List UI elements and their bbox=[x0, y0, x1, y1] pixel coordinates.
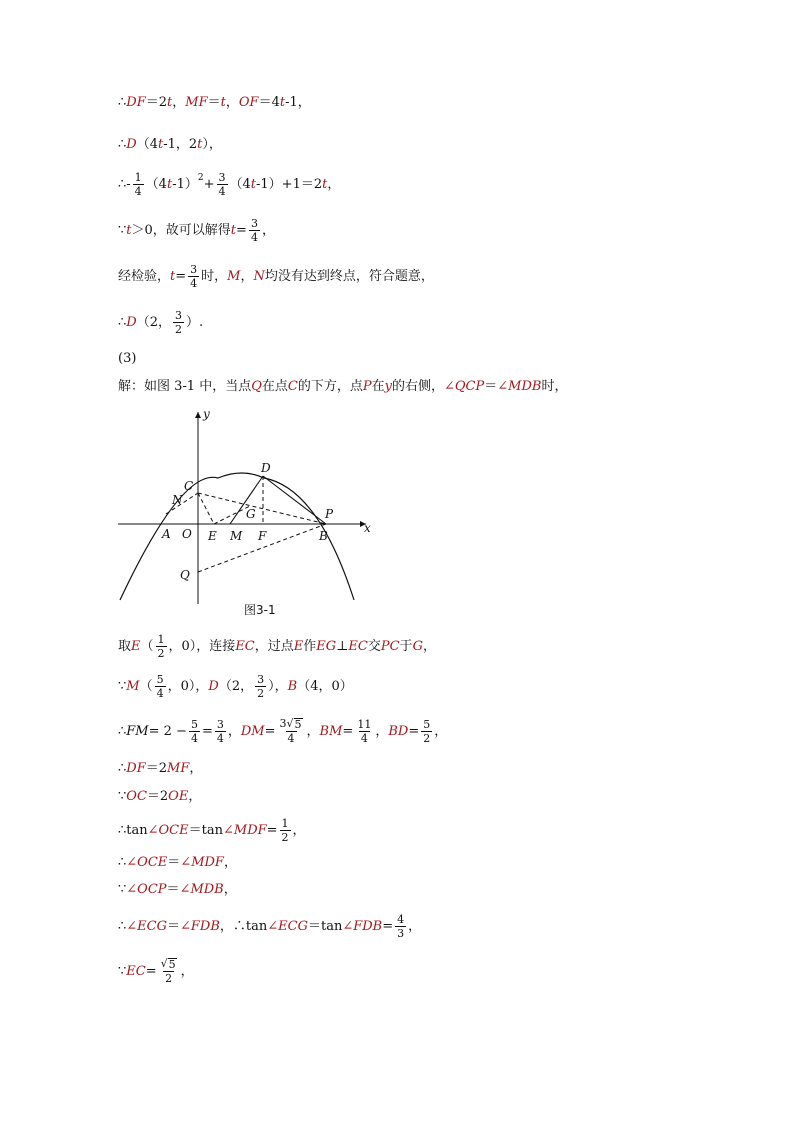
step-line-9: 取 E （ $\frac{1}{2}$ ，0），连接 EC ，过点 E 作 EG ⊥ EC 交 PC 于 G ， bbox=[118, 633, 436, 660]
figure-3-1 bbox=[118, 408, 378, 618]
label-N: N bbox=[172, 493, 183, 507]
label-A: A bbox=[162, 527, 171, 541]
step-line-16: ∵ ∠OCP ＝ ∠MDB ， bbox=[118, 882, 237, 897]
step-line-5: 经检验， t = $\frac{3}{4}$ 时， M ， N 均没有达到终点，符合题意， bbox=[118, 263, 434, 290]
step-line-15: ∴ ∠OCE ＝ ∠MDF ， bbox=[118, 855, 237, 870]
step-line-12: ∴ DF ＝2 MF ， bbox=[118, 761, 203, 776]
label-F: F bbox=[258, 529, 267, 543]
step-line-3: ∴- $\frac{1}{4}$ （4 t -1） 2 + $\frac{3}{4}$ （4 t -1）+1＝2 t ， bbox=[118, 171, 341, 198]
step-line-10: ∵ M （ $\frac{5}{4}$ ，0）， D （2， $\frac{3}{2}$ ）， B （4，0） bbox=[118, 673, 353, 700]
part-label: (3) bbox=[118, 351, 137, 366]
step-line-18: ∵ EC = √ 5 2 ， bbox=[118, 957, 194, 985]
label-Q: Q bbox=[180, 568, 190, 582]
label-P: P bbox=[325, 507, 334, 521]
label-D: D bbox=[261, 461, 271, 475]
label-B: B bbox=[319, 529, 328, 543]
step-line-6: ∴ D （2， $\frac{3}{2}$ ）. bbox=[118, 309, 204, 336]
step-line-11: ∴ FM = 2 − $\frac{5}{4}$ = $\frac{3}{4}$ ， DM = 3√ 5 4 ， BM = $\frac{11}{4}$ ， BD = $\frac{5}{2}$ ， bbox=[118, 717, 448, 745]
label-O: O bbox=[182, 527, 192, 541]
step-line-14: ∴tan ∠OCE ＝tan ∠MDF = $\frac{1}{2}$ ， bbox=[118, 817, 306, 844]
step-line-13: ∵ OC ＝2 OE ， bbox=[118, 789, 202, 804]
label-C: C bbox=[184, 479, 194, 493]
step-line-8: 解：如图 3-1 中，当点 Q 在点 C 的下方，点 P 在 y 的右侧， ∠QCP ＝ ∠MDB 时， bbox=[118, 379, 568, 394]
label-G: G bbox=[246, 507, 256, 521]
label-x: x bbox=[364, 521, 371, 535]
step-line-17: ∴ ∠ECG ＝ ∠FDB ，∴tan ∠ECG ＝tan ∠FDB = $\frac{4}{3}$ ， bbox=[118, 913, 422, 940]
step-line-1: ∴ DF ＝2 t ， MF ＝ t ， OF ＝4 t -1， bbox=[118, 95, 311, 110]
step-line-2: ∴ D （4 t -1，2 t ）， bbox=[118, 137, 222, 152]
figure-caption: 图3-1 bbox=[244, 603, 276, 617]
label-M: M bbox=[230, 529, 243, 543]
label-E: E bbox=[208, 529, 217, 543]
label-y: y bbox=[203, 408, 210, 421]
solid-lines bbox=[230, 476, 326, 524]
step-line-4: ∵ t ＞0，故可以解得 t = $\frac{3}{4}$ ， bbox=[118, 217, 275, 244]
